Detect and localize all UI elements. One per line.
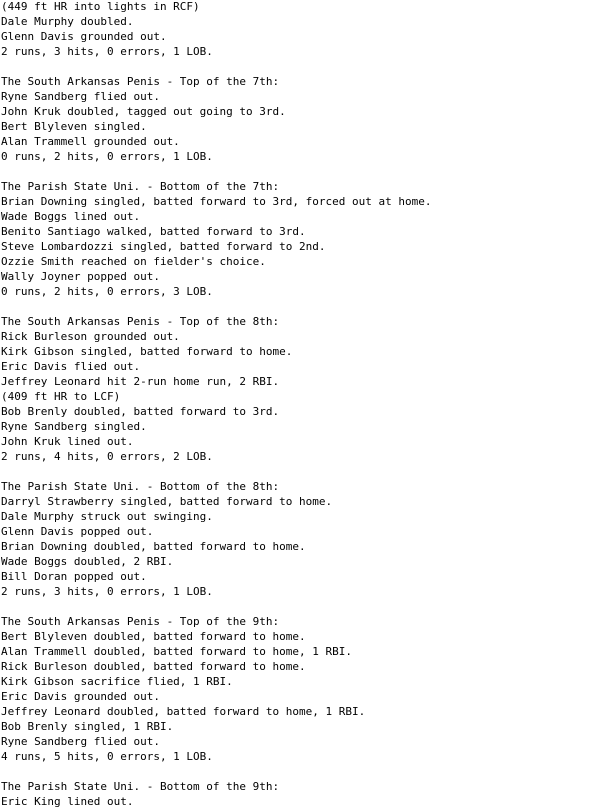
log-line: Rick Burleson doubled, batted forward to home. — [1, 660, 306, 673]
blank-line — [1, 59, 606, 74]
log-line: Kirk Gibson sacrifice flied, 1 RBI. — [1, 675, 233, 688]
play-by-play-log — [1, 0, 606, 809]
blank-line — [1, 764, 606, 779]
log-line: Ryne Sandberg flied out. — [1, 735, 160, 748]
log-line: Bill Doran popped out. — [1, 570, 147, 583]
blank-line — [1, 299, 606, 314]
log-line: Darryl Strawberry singled, batted forward to home. — [1, 495, 333, 508]
log-line: Eric Davis flied out. — [1, 360, 141, 373]
log-line: Rick Burleson grounded out. — [1, 330, 180, 343]
log-line: Brian Downing singled, batted forward to 3rd, forced out at home. — [1, 195, 432, 208]
log-line: Bert Blyleven doubled, batted forward to home. — [1, 630, 306, 643]
log-line: Ozzie Smith reached on fielder's choice. — [1, 255, 266, 268]
log-line: Dale Murphy struck out swinging. — [1, 510, 213, 523]
log-line: 2 runs, 3 hits, 0 errors, 1 LOB. — [1, 585, 213, 598]
log-line: Alan Trammell doubled, batted forward to home, 1 RBI. — [1, 645, 352, 658]
log-line: (409 ft HR to LCF) — [1, 390, 121, 403]
log-line: The South Arkansas Penis - Top of the 8th: — [1, 315, 280, 328]
log-line: The Parish State Uni. - Bottom of the 7th: — [1, 180, 280, 193]
log-line: Glenn Davis grounded out. — [1, 30, 167, 43]
log-line: 2 runs, 4 hits, 0 errors, 2 LOB. — [1, 450, 213, 463]
log-line: 4 runs, 5 hits, 0 errors, 1 LOB. — [1, 750, 213, 763]
log-line: 0 runs, 2 hits, 0 errors, 3 LOB. — [1, 285, 213, 298]
log-line: Brian Downing doubled, batted forward to home. — [1, 540, 306, 553]
log-line: Bob Brenly singled, 1 RBI. — [1, 720, 174, 733]
log-line: Glenn Davis popped out. — [1, 525, 154, 538]
log-line: Dale Murphy doubled. — [1, 15, 134, 28]
log-line: Bob Brenly doubled, batted forward to 3rd. — [1, 405, 280, 418]
log-line: Kirk Gibson singled, batted forward to home. — [1, 345, 293, 358]
log-line: Jeffrey Leonard doubled, batted forward to home, 1 RBI. — [1, 705, 366, 718]
blank-line — [1, 599, 606, 614]
log-line: The Parish State Uni. - Bottom of the 9th: — [1, 780, 280, 793]
log-line: Wade Boggs lined out. — [1, 210, 141, 223]
log-line: Eric King lined out. — [1, 795, 134, 808]
log-line: The South Arkansas Penis - Top of the 7th: — [1, 75, 280, 88]
log-line: (449 ft HR into lights in RCF) — [1, 0, 200, 13]
log-line: Steve Lombardozzi singled, batted forward to 2nd. — [1, 240, 326, 253]
log-line: Ryne Sandberg flied out. — [1, 90, 160, 103]
log-line: John Kruk doubled, tagged out going to 3rd. — [1, 105, 286, 118]
blank-line — [1, 164, 606, 179]
log-line: Wally Joyner popped out. — [1, 270, 160, 283]
log-line: Eric Davis grounded out. — [1, 690, 160, 703]
log-line: Wade Boggs doubled, 2 RBI. — [1, 555, 174, 568]
blank-line — [1, 464, 606, 479]
log-line: The Parish State Uni. - Bottom of the 8th: — [1, 480, 280, 493]
log-line: John Kruk lined out. — [1, 435, 134, 448]
log-line: Bert Blyleven singled. — [1, 120, 147, 133]
log-line: The South Arkansas Penis - Top of the 9th: — [1, 615, 280, 628]
log-line: Ryne Sandberg singled. — [1, 420, 147, 433]
log-line: 0 runs, 2 hits, 0 errors, 1 LOB. — [1, 150, 213, 163]
log-line: Benito Santiago walked, batted forward to 3rd. — [1, 225, 306, 238]
log-line: Alan Trammell grounded out. — [1, 135, 180, 148]
log-line: Jeffrey Leonard hit 2-run home run, 2 RBI. — [1, 375, 280, 388]
log-line: 2 runs, 3 hits, 0 errors, 1 LOB. — [1, 45, 213, 58]
